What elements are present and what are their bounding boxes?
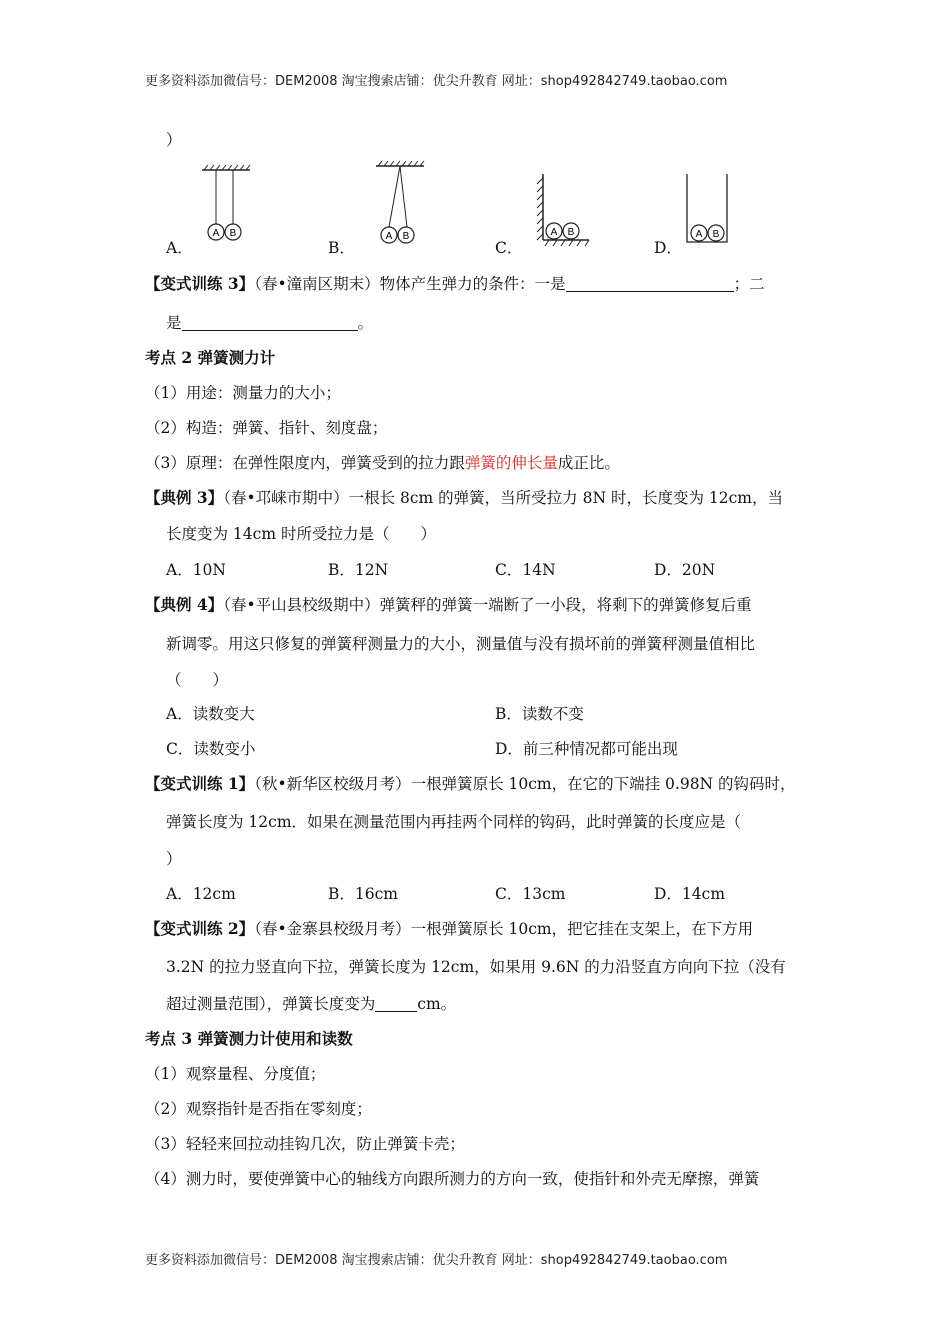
ball-a-label: A bbox=[212, 228, 220, 239]
dl4-option-d[interactable]: D．前三种情况都可能出现 bbox=[495, 740, 678, 758]
bs2-line3-text: 超过测量范围），弹簧长度变为 bbox=[166, 995, 376, 1013]
page-header: 更多资料添加微信号：DEM2008 淘宝搜索店铺：优尖升教育 网址：shop492842749.taobao.com bbox=[145, 74, 728, 89]
bs2-line3 bbox=[166, 992, 456, 1014]
option-b-label: B． bbox=[328, 239, 355, 257]
ball-b-label: B bbox=[712, 229, 720, 240]
bs3-text2: ；二 bbox=[733, 275, 765, 293]
bs1-line1 bbox=[145, 772, 796, 794]
bs2-line1 bbox=[145, 917, 753, 939]
bs1-option-b[interactable]: B．16cm bbox=[328, 885, 398, 903]
section-title-kd2: 考点 2 弹簧测力计 bbox=[145, 348, 276, 367]
kd3-point-1: （1）观察量程、分度值； bbox=[145, 1065, 326, 1083]
dl3-option-d[interactable]: D．20N bbox=[654, 561, 716, 579]
answer-blank-2[interactable] bbox=[182, 315, 358, 332]
dl4-line2: 新调零。用这只修复的弹簧秤测量力的大小，测量值与没有损坏前的弹簧秤测量值相比 bbox=[166, 635, 756, 653]
ball-b-label: B bbox=[402, 231, 410, 242]
kd2-p3-end: 成正比。 bbox=[557, 454, 620, 472]
figure-c bbox=[535, 172, 595, 247]
dl4-option-c[interactable]: C．读数变小 bbox=[166, 740, 256, 758]
ball-b-label: B bbox=[567, 227, 575, 238]
option-a-label: A． bbox=[166, 239, 193, 257]
bs2-line2: 3.2N 的拉力竖直向下拉，弹簧长度为 12cm，如果用 9.6N 的力沿竖直方向向下拉（没有 bbox=[166, 958, 786, 976]
kd2-p3-highlight: 弹簧的伸长量 bbox=[464, 454, 558, 472]
figure-a bbox=[200, 165, 260, 250]
bs3-text4: 。 bbox=[357, 314, 374, 332]
bs2-text: （春•金寨县校级月考）一根弹簧原长 10cm，把它挂在支架上，在下方用 bbox=[254, 920, 754, 938]
bs1-option-a[interactable]: A．12cm bbox=[166, 885, 236, 903]
kd3-point-2: （2）观察指针是否指在零刻度； bbox=[145, 1100, 372, 1118]
bs1-text: （秋•新华区校级月考）一根弹簧原长 10cm，在它的下端挂 0.98N 的钩码时， bbox=[254, 775, 796, 793]
dl4-option-a[interactable]: A．读数变大 bbox=[166, 705, 255, 723]
figure-b bbox=[372, 160, 432, 250]
ball-a-label: A bbox=[695, 229, 703, 240]
dl4-option-b[interactable]: B．读数不变 bbox=[495, 705, 584, 723]
option-d-label: D． bbox=[654, 239, 682, 257]
bs3-line2 bbox=[166, 311, 373, 333]
kd2-p3-text: （3）原理：在弹性限度内，弹簧受到的拉力跟 bbox=[145, 454, 465, 472]
kd2-point-2: （2）构造：弹簧、指针、刻度盘； bbox=[145, 419, 388, 437]
kd3-point-3: （3）轻轻来回拉动挂钩几次，防止弹簧卡壳； bbox=[145, 1135, 465, 1153]
dl3-option-c[interactable]: C．14N bbox=[495, 561, 556, 579]
bs3-tag: 【变式训练 3】 bbox=[145, 274, 255, 293]
ball-a-label: A bbox=[550, 227, 558, 238]
option-c-label: C． bbox=[495, 239, 523, 257]
ball-b-label: B bbox=[229, 228, 237, 239]
kd2-point-3 bbox=[145, 451, 620, 473]
dl3-line1 bbox=[145, 486, 783, 508]
dl4-tag: 【典例 4】 bbox=[145, 595, 224, 614]
bs1-line2: 弹簧长度为 12cm．如果在测量范围内再挂两个同样的钩码，此时弹簧的长度应是（ bbox=[166, 813, 742, 831]
ball-a-label: A bbox=[385, 231, 393, 242]
bs3-text3: 是 bbox=[166, 314, 182, 332]
bs1-option-d[interactable]: D．14cm bbox=[654, 885, 726, 903]
dl3-tag: 【典例 3】 bbox=[145, 488, 224, 507]
dl4-line1 bbox=[145, 593, 752, 615]
bs3-text: （春•潼南区期末）物体产生弹力的条件：一是 bbox=[254, 275, 566, 293]
dl3-option-a[interactable]: A．10N bbox=[166, 561, 226, 579]
answer-blank-1[interactable] bbox=[566, 276, 734, 293]
dl3-line2: 长度变为 14cm 时所受拉力是（ ） bbox=[166, 525, 436, 543]
bs1-tag: 【变式训练 1】 bbox=[145, 774, 255, 793]
dl4-line3: （ ） bbox=[166, 671, 229, 689]
page-footer: 更多资料添加微信号：DEM2008 淘宝搜索店铺：优尖升教育 网址：shop492842749.taobao.com bbox=[145, 1253, 728, 1268]
dl3-option-b[interactable]: B．12N bbox=[328, 561, 389, 579]
bs2-line3-unit: cm。 bbox=[417, 995, 457, 1013]
bs1-option-c[interactable]: C．13cm bbox=[495, 885, 566, 903]
answer-blank-3[interactable] bbox=[375, 996, 417, 1013]
bs3-line1 bbox=[145, 272, 765, 294]
kd3-point-4: （4）测力时，要使弹簧中心的轴线方向跟所测力的方向一致，使指针和外壳无摩擦，弹簧 bbox=[145, 1170, 760, 1188]
bs1-line3: ） bbox=[166, 850, 182, 868]
question-closing-paren: ） bbox=[166, 131, 182, 149]
dl3-text: （春•邛崃市期中）一根长 8cm 的弹簧，当所受拉力 8N 时，长度变为 12cm，当 bbox=[223, 489, 783, 507]
figure-d bbox=[683, 172, 733, 247]
section-title-kd3: 考点 3 弹簧测力计使用和读数 bbox=[145, 1029, 353, 1048]
bs2-tag: 【变式训练 2】 bbox=[145, 919, 255, 938]
dl4-text: （春•平山县校级期中）弹簧秤的弹簧一端断了一小段，将剩下的弹簧修复后重 bbox=[223, 596, 752, 614]
kd2-point-1: （1）用途：测量力的大小； bbox=[145, 384, 341, 402]
